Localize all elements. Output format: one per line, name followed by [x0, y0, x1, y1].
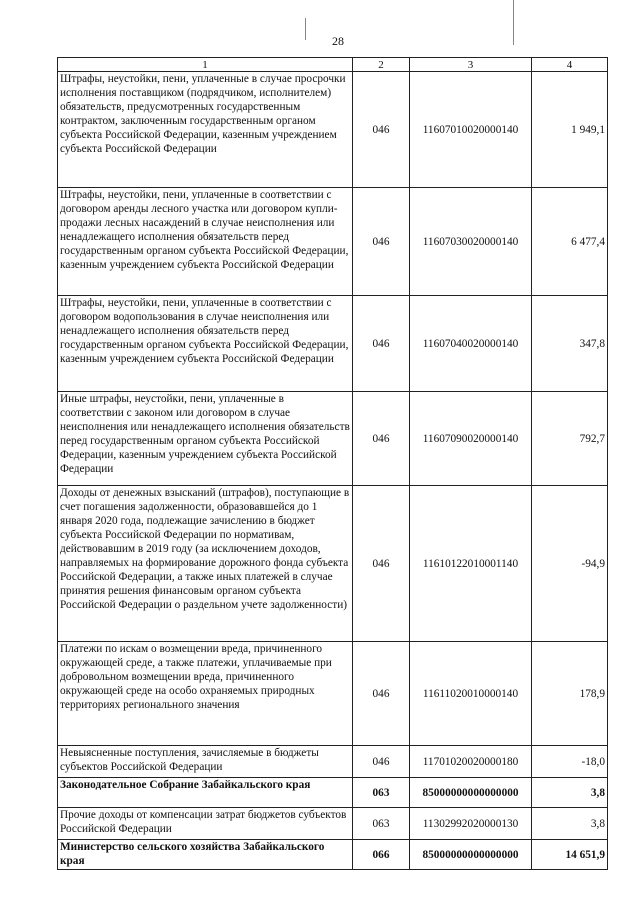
revenue-table: [57, 57, 608, 870]
row-description: Штрафы, неустойки, пени, уплаченные в случае просрочки исполнения поставщиком (подрядчиком, исполнителем) обязательств, предусмотренных государственным контрактом, заключенным государственным органом субъекта Российской Федерации, казенным учреждением субъекта Российской Федерации: [58, 72, 353, 188]
table-row: [58, 296, 608, 392]
admin-code: 046: [353, 746, 410, 778]
column-header: 3: [410, 58, 532, 72]
table-row: [58, 642, 608, 746]
row-description: Невыясненные поступления, зачисляемые в бюджеты субъектов Российской Федерации: [58, 746, 353, 778]
scan-artifact-line: [513, 0, 514, 45]
table-row: [58, 72, 608, 188]
row-description: Штрафы, неустойки, пени, уплаченные в соответствии с договором аренды лесного участка или договором купли-продажи лесных насаждений в случае неисполнения или ненадлежащего исполнения обязательств перед государственным органом субъекта Российской Федерации, казенным учреждением субъекта Российской Федерации: [58, 188, 353, 296]
kbk-code: 11611020010000140: [410, 642, 532, 746]
kbk-code: 11302992020000130: [410, 808, 532, 840]
row-description: Штрафы, неустойки, пени, уплаченные в соответствии с договором водопользования в случае неисполнения или ненадлежащего исполнения обязательств перед государственным органом субъекта Российской Федерации, казенным учреждением субъекта Российской Федерации: [58, 296, 353, 392]
amount: 347,8: [532, 296, 608, 392]
table-row: [58, 808, 608, 840]
kbk-code: 11607090020000140: [410, 392, 532, 486]
table-row: [58, 392, 608, 486]
admin-code: 046: [353, 392, 410, 486]
column-header: 2: [353, 58, 410, 72]
kbk-code: 85000000000000000: [410, 778, 532, 808]
page-number: 28: [332, 34, 344, 48]
admin-code: 046: [353, 486, 410, 642]
table-row: [58, 746, 608, 778]
amount: 3,8: [532, 808, 608, 840]
header-row: [58, 58, 608, 72]
row-description: Законодательное Собрание Забайкальского края: [58, 778, 353, 808]
admin-code: 046: [353, 188, 410, 296]
admin-code: 046: [353, 642, 410, 746]
admin-code: 046: [353, 296, 410, 392]
table-row-section: [58, 778, 608, 808]
amount: 14 651,9: [532, 840, 608, 870]
row-description: Доходы от денежных взысканий (штрафов), поступающие в счет погашения задолженности, образовавшейся до 1 января 2020 года, подлежащие зачислению в бюджет субъекта Российской Федерации по нормативам, действовавшим в 2019 году (за исключением доходов, направляемых на формирование дорожного фонда субъекта Российской Федерации, а также иных платежей в случае принятия решения финансовым органом субъекта Российской Федерации о раздельном учете задолженности): [58, 486, 353, 642]
row-description: Прочие доходы от компенсации затрат бюджетов субъектов Российской Федерации: [58, 808, 353, 840]
amount: 792,7: [532, 392, 608, 486]
row-description: Министерство сельского хозяйства Забайкальского края: [58, 840, 353, 870]
amount: 178,9: [532, 642, 608, 746]
kbk-code: 11607030020000140: [410, 188, 532, 296]
kbk-code: 11701020020000180: [410, 746, 532, 778]
admin-code: 063: [353, 808, 410, 840]
table-row-section: [58, 840, 608, 870]
kbk-code: 85000000000000000: [410, 840, 532, 870]
admin-code: 046: [353, 72, 410, 188]
admin-code: 066: [353, 840, 410, 870]
kbk-code: 11607040020000140: [410, 296, 532, 392]
row-description: Платежи по искам о возмещении вреда, причиненного окружающей среде, а также платежи, уплачиваемые при добровольном возмещении вреда, причиненного окружающей среде на особо охраняемых природных территориях регионального значения: [58, 642, 353, 746]
row-description: Иные штрафы, неустойки, пени, уплаченные в соответствии с законом или договором в случае неисполнения или ненадлежащего исполнения обязательств перед государственным органом субъекта Российской Федерации, казенным учреждением субъекта Российской Федерации: [58, 392, 353, 486]
table-row: [58, 486, 608, 642]
admin-code: 063: [353, 778, 410, 808]
amount: 6 477,4: [532, 188, 608, 296]
amount: -18,0: [532, 746, 608, 778]
amount: -94,9: [532, 486, 608, 642]
column-header: 4: [532, 58, 608, 72]
scan-artifact-line: [305, 18, 306, 40]
kbk-code: 11607010020000140: [410, 72, 532, 188]
column-header: 1: [58, 58, 353, 72]
kbk-code: 11610122010001140: [410, 486, 532, 642]
amount: 3,8: [532, 778, 608, 808]
table-row: [58, 188, 608, 296]
amount: 1 949,1: [532, 72, 608, 188]
